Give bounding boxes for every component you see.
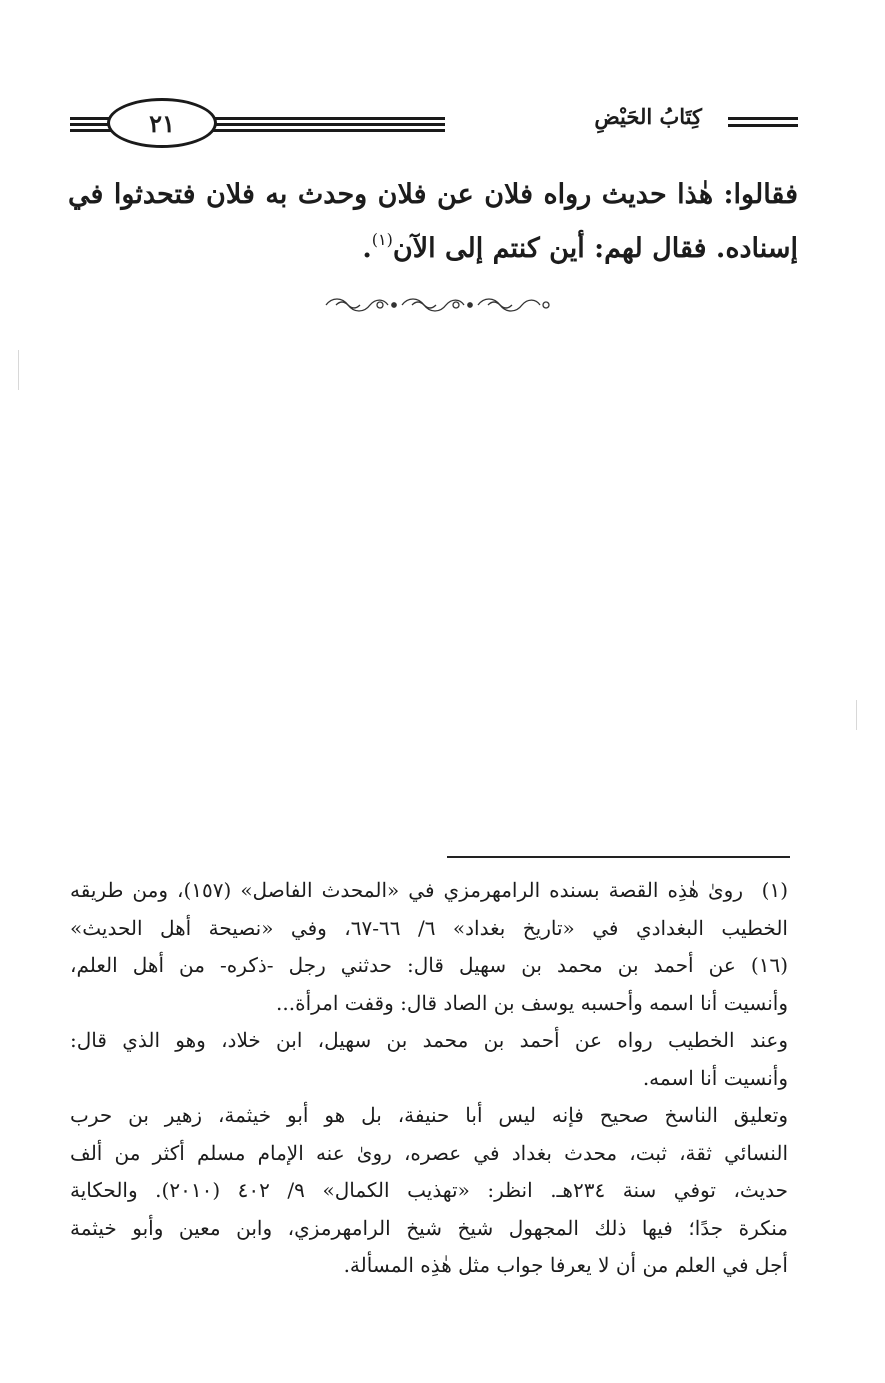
footnote-line: أجل في العلم من أن لا يعرفا جواب مثل هٰذِه المسألة.: [343, 1253, 788, 1277]
scan-edge-mark: [856, 700, 857, 730]
footnote-body: [70, 872, 788, 1285]
scan-edge-mark: [18, 350, 19, 390]
page-header: [70, 92, 798, 154]
book-title: كِتَابُ الحَيْضِ: [588, 104, 708, 129]
footnote-line: حديث، توفي سنة ٢٣٤هـ. انظر: «تهذيب الكمال» ٩/ ٤٠٢ (٢٠١٠). والحكاية: [70, 1178, 788, 1202]
footnote-line: (١٦) عن أحمد بن محمد بن سهيل قال: حدثني رجل -ذكره- من أهل العلم،: [70, 953, 788, 977]
footnote-line: وعند الخطيب رواه عن أحمد بن محمد بن سهيل، ابن خلاد، وهو الذي قال:: [70, 1028, 788, 1052]
footnotes: [70, 872, 788, 1285]
footnote-line: وأنسيت أنا اسمه.: [642, 1065, 788, 1090]
footnote-number: (١): [761, 878, 788, 902]
footnote-line: الخطيب البغدادي في «تاريخ بغداد» ٦/ ٦٦-٦٧، وفي «نصيحة أهل الحديث»: [70, 915, 788, 940]
footnote-line: وأنسيت أنا اسمه وأحسبه يوسف بن الصاد قال: وقفت امرأة...: [276, 990, 788, 1015]
page-number: ٢١: [107, 98, 217, 148]
end-punct: .: [362, 233, 372, 264]
footnote-line: النسائي ثقة، ثبت، محدث بغداد في عصره، رویٰ عنه الإمام مسلم أكثر من ألف: [70, 1140, 788, 1165]
footnote-separator: [447, 856, 790, 858]
ornament-divider-icon: [322, 293, 552, 317]
main-paragraph: فقالوا: هٰذا حديث رواه فلان عن فلان وحدث به فلان فتحدثوا في إسناده. فقال لهم: أين كنتم إلى الآن: [68, 179, 798, 264]
footnote-line: منكرة جدًا؛ فيها ذلك المجهول شيخ شيخ الرامهرمزي، وابن معين وأبو خيثمة: [70, 1215, 788, 1240]
main-text: [68, 168, 798, 276]
footnote-ref: (١): [371, 230, 393, 249]
footnote-line: رویٰ هٰذِه القصة بسنده الرامهرمزي في «المحدث الفاصل» (١٥٧)، ومن طريقه: [70, 878, 743, 902]
footnote-line: وتعليق الناسخ صحيح فإنه ليس أبا حنيفة، بل هو أبو خيثمة، زهير بن حرب: [70, 1103, 788, 1127]
